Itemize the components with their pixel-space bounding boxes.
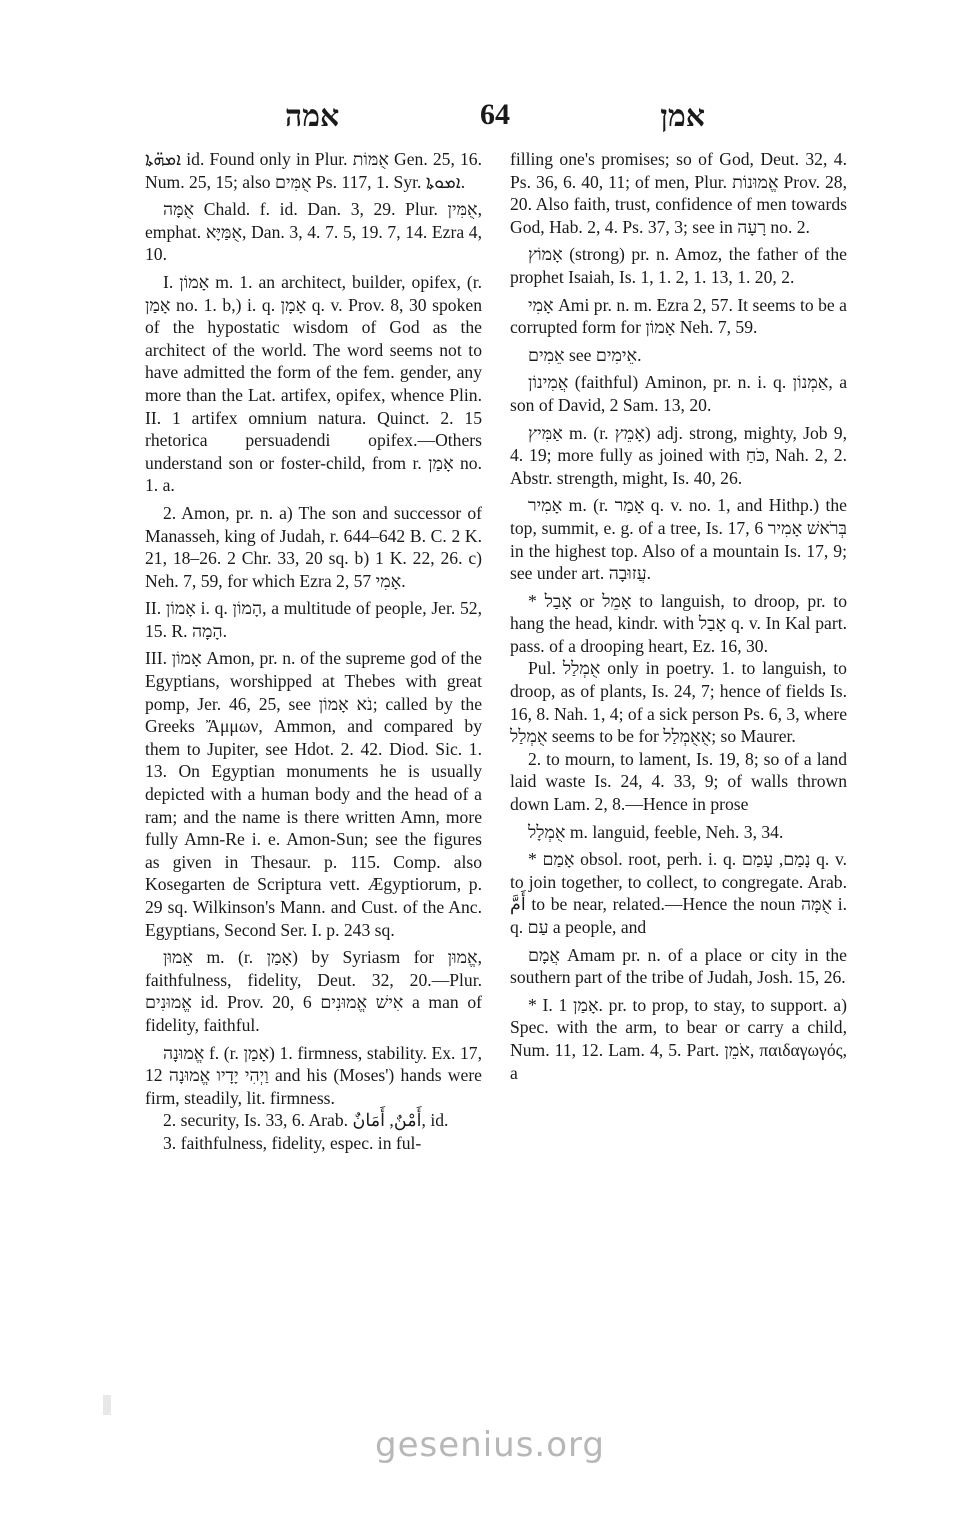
header-right-word: אמן xyxy=(660,100,705,133)
scan-margin-shadow xyxy=(103,1395,111,1415)
entry-text: אֵמוּן m. (r. אָמַן) by Syriasm for אֱמוּן, faithfulness, fidelity, Deut. 32, 20.—Plur. אֱמוּנִים id. Prov. 20, 6 אִישׁ אֱמוּנִים a man of fidelity, faithful. xyxy=(145,947,483,1035)
entry-text: אַמִּיץ m. (r. אָמֵץ) adj. strong, mighty, Job 9, 4. 19; more fully as joined with כֹּחַ, Nah. 2, 2. Abstr. strength, might, Is. 40, 26. xyxy=(510,422,847,488)
entry-text: * I. אָמַן 1. pr. to prop, to stay, to support. a) Spec. with the arm, to bear or carry a child, Num. 11, 12. Lam. 4, 5. Part. אֹמֵן, παιδαγωγός, a xyxy=(510,994,847,1083)
entry-text: * אָמַם obsol. root, perh. i. q. נָמַם, עָמַם q. v. to join together, to collect, to congregate. Arab. أَمَّ to be near, related.—Hence the noun אֻמָּה i. q. עַם a people, and xyxy=(510,849,848,937)
entry-text: III. אָמוֹן Amon, pr. n. of the supreme god of the Egyptians, worshipped at Thebes with great pomp, Jer. 46, 25, see נֹא אָמוֹן; called by the Greeks Ἄμμων, Ammon, and compared by them to Jupiter, see Hdot. 2. 42. Diod. Sic. 1. 13. On Egyptian monuments he is usually depicted with a human body and the head of a ram; and the name is there written Amn, more fully Amn-Re i. e. Amon-Sun; see the figures as given in Thesaur. p. 115. Comp. also Kosegarten de Scriptura vett. Ægyptiorum, p. 29 sq. Wilkinson's Mann. and Cust. of the Anc. Egyptians, Second Ser. I. p. 243 sq. xyxy=(145,648,483,940)
entry-text: 2. to mourn, to lament, Is. 19, 8; so of a land laid waste Is. 24, 4. 33, 9; of walls thrown down Lam. 2, 8.—Hence in prose xyxy=(510,748,847,815)
entry-text: אֲמִינוֹן (faithful) Aminon, pr. n. i. q. אַמְנוֹן, a son of David, 2 Sam. 13, 20. xyxy=(510,372,847,415)
page-number: 64 xyxy=(480,98,510,131)
entry-text: filling one's promises; so of God, Deut. 32, 4. Ps. 36, 6. 40, 11; of men, Plur. אֱמוּנוֹת Prov. 28, 20. Also faith, trust, confidence of men towards God, Hab. 2, 4. Ps. 37, 3; see in רָעָה no. 2. xyxy=(510,149,847,237)
entry-text: אָמִי Ami pr. n. m. Ezra 2, 57. It seems to be a corrupted form for אָמוֹן Neh. 7, 59. xyxy=(510,294,847,338)
entry-text: Pul. אֻמְלַל only in poetry. 1. to languish, to droop, as of plants, Is. 24, 7; hence of fields Is. 16, 8. Nah. 1, 4; of a sick person Ps. 6, 3, where אֻמְלַל seems to be for אֻאֻמְלַל; so Maurer. xyxy=(510,658,847,747)
entry-text: I. אָמוֹן m. 1. an architect, builder, opifex, (r. אָמַן no. 1. b,) i. q. אָמָן q. v. Prov. 8, 30 spoken of the hypostatic wisdom of God as the architect of the world. The word seems not to have admitted the form of the fem. gender, any more than the Lat. artifex, opifex, whence Plin. II. 1 artifex omnium natura. Quinct. 2. 15 rhetorica persuadendi opifex.—Others understand son or foster-child, from r. אָמַן no. 1. a. xyxy=(145,271,483,496)
header-left-word: אמה xyxy=(285,100,340,133)
entry-text: 2. security, Is. 33, 6. Arab. أَمْنٌ, أَمَانٌ, id. xyxy=(163,1110,449,1131)
entry-text: * אָבַל or אָמֵל to languish, to droop, pr. to hang the head, kindr. with אָבַל q. v. In Kal part. pass. of a drooping heart, Ez. 16, 30. xyxy=(510,590,847,656)
entry-text: II. אָמוֹן i. q. הָמוֹן, a multitude of people, Jer. 52, 15. R. הָמָה. xyxy=(145,598,483,641)
site-watermark[interactable]: gesenius.org xyxy=(375,1425,605,1465)
page-header xyxy=(145,100,845,140)
entry-text: אָמִיר m. (r. אָמַר q. v. no. 1, and Hithp.) the top, summit, e. g. of a tree, Is. 17, 6 בְּרֹאשׁ אָמִיר in the highest top. Also of a mountain Is. 17, 9; see under art. עֲזוּבָה. xyxy=(510,495,847,584)
entry-text: אָמוֹץ (strong) pr. n. Amoz, the father of the prophet Isaiah, Is. 1, 1. 2, 1. 13, 1. 20, 2. xyxy=(510,244,847,287)
entry-text: אֻמְלָל m. languid, feeble, Neh. 3, 34. xyxy=(528,821,784,842)
entry-text: אֻמָּה Chald. f. id. Dan. 3, 29. Plur. אֻמִּין, emphat. אֻמַּיָּא, Dan. 3, 4. 7. 5, 19. 7, 14. Ezra 4, 10. xyxy=(145,199,482,265)
left-column xyxy=(145,148,482,1155)
entry-text: ܐܡܗ̈ܬܐ id. Found only in Plur. אֻמּוֹת Gen. 25, 16. Num. 25, 15; also אֻמִּים Ps. 117, 1. Syr. ܐܡܘܬܐ. xyxy=(145,149,482,192)
entry-text: 2. Amon, pr. n. a) The son and successor of Manasseh, king of Judah, r. 644–642 B. C. 2 K. 21, 18–26. 2 Chr. 33, 20 sq. b) 1 K. 22, 26. c) Neh. 7, 59, for which Ezra 2, 57 אָמִי. xyxy=(145,502,482,591)
right-column xyxy=(510,148,847,1084)
entry-text: אֵמִים see אֵימִים. xyxy=(528,344,642,365)
entry-text: 3. faithfulness, fidelity, espec. in ful- xyxy=(163,1132,422,1153)
entry-text: אֲמָם Amam pr. n. of a place or city in the southern part of the tribe of Judah, Josh. 15, 26. xyxy=(510,944,847,988)
entry-text: אֱמוּנָה f. (r. אָמַן) 1. firmness, stability. Ex. 17, 12 וַיְהִי יָדָיו אֱמוּנָה and his (Moses') hands were firm, steadily, lit. firmness. xyxy=(145,1042,482,1108)
